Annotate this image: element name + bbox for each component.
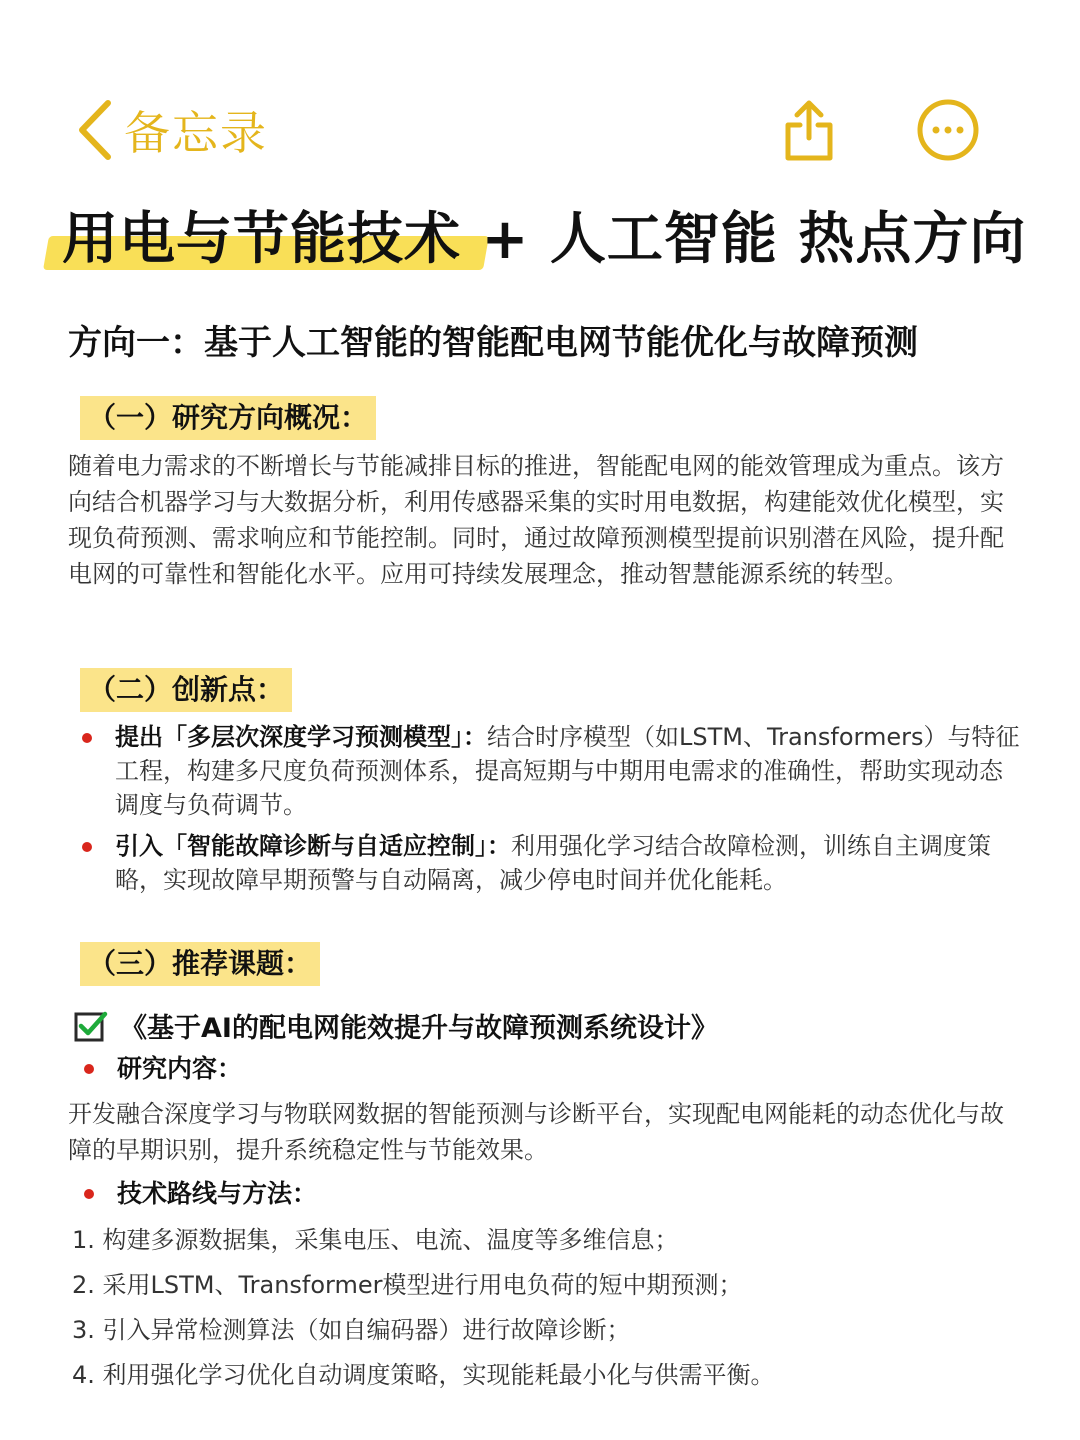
method-step-1: 1. 构建多源数据集，采集电压、电流、温度等多维信息； <box>72 1226 679 1254</box>
method-step-4: 4. 利用强化学习优化自动调度策略，实现能耗最小化与供需平衡。 <box>72 1361 775 1389</box>
page-title: 用电与节能技术 + 人工智能 热点方向 <box>62 207 1027 272</box>
innovation-item-1-title: 提出「多层次深度学习预测模型」： <box>115 723 487 751</box>
chevron-left-icon <box>74 99 114 161</box>
section-heading-innovation: （二）创新点： <box>80 668 292 712</box>
bullet-dot <box>82 733 92 743</box>
content-paragraph: 开发融合深度学习与物联网数据的智能预测与诊断平台，实现配电网能耗的动态优化与故障的早期识别，提升系统稳定性与节能效果。 <box>68 1100 1004 1164</box>
bullet-dot <box>84 1189 94 1199</box>
bullet-dot <box>84 1064 94 1074</box>
bullet-dot <box>82 842 92 852</box>
section-heading-topics: （三）推荐课题： <box>80 942 320 986</box>
share-button[interactable] <box>780 98 838 162</box>
section-heading-overview: （一）研究方向概况： <box>80 396 376 440</box>
recommended-topic <box>74 1004 718 1046</box>
back-button[interactable] <box>74 98 268 162</box>
innovation-item-1-text: 结合时序模型（如LSTM、Transformers）与特征工程，构建多尺度负荷预测体系，提高短期与中期用电需求的准确性，帮助实现动态调度与负荷调节。 <box>115 723 1020 819</box>
innovation-item-2-title: 引入「智能故障诊断与自适应控制」： <box>115 832 511 860</box>
more-button[interactable] <box>916 98 980 162</box>
title-block <box>46 200 1046 280</box>
more-icon <box>916 98 980 162</box>
overview-paragraph: 随着电力需求的不断增长与节能减排目标的推进，智能配电网的能效管理成为重点。该方向结合机器学习与大数据分析，利用传感器采集的实时用电数据，构建能效优化模型，实现负荷预测、需求响应和节能控制。同时，通过故障预测模型提前识别潜在风险，提升配电网的可靠性和智能化水平。应用可持续发展理念，推动智慧能源系统的转型。 <box>68 452 1004 588</box>
method-step-2: 2. 采用LSTM、Transformer模型进行用电负荷的短中期预测； <box>72 1271 743 1299</box>
innovation-item-1 <box>115 720 1020 822</box>
back-label: 备忘录 <box>124 106 268 160</box>
method-label: 技术路线与方法： <box>117 1179 318 1208</box>
method-step-3: 3. 引入异常检测算法（如自编码器）进行故障诊断； <box>72 1316 631 1344</box>
direction-heading: 方向一：基于人工智能的智能配电网节能优化与故障预测 <box>68 323 918 363</box>
checkbox-checked-icon <box>74 1008 108 1042</box>
share-icon <box>780 98 838 162</box>
content-label: 研究内容： <box>117 1054 243 1083</box>
topic-title: 《基于AI的配电网能效提升与故障预测系统设计》 <box>120 1012 718 1044</box>
innovation-item-2-text: 利用强化学习结合故障检测，训练自主调度策略，实现故障早期预警与自动隔离，减少停电时间并优化能耗。 <box>115 832 991 894</box>
innovation-item-2 <box>115 829 1020 897</box>
